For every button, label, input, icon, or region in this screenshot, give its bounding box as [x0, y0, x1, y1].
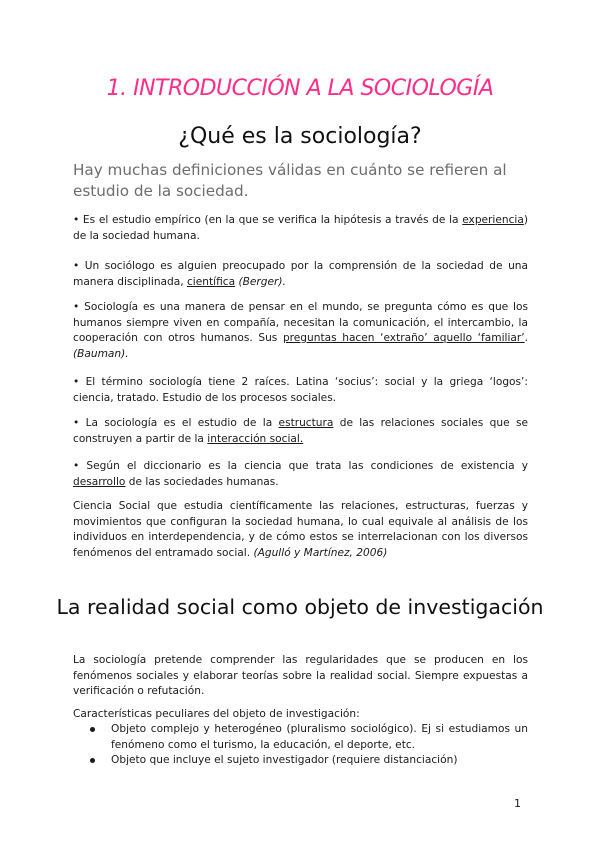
bullet-paragraph-2: • Un sociólogo es alguien preocupado por la comprensión de la sociedad de una manera disciplinada, científica (Berger). — [73, 260, 528, 288]
definition-citation: (Agulló y Martínez, 2006) — [253, 546, 388, 559]
bullet-icon — [90, 758, 95, 763]
section2-intro: La sociología pretende comprender las regularidades que se producen en los fenómenos sociales y elaborar teorías sobre la realidad social. Siempre expuestas a verificación o refutación. — [73, 654, 528, 698]
bullet-paragraph-3: • Sociología es una manera de pensar en el mundo, se pregunta cómo es que los humanos siempre viven en compañía, necesitan la comunicación, el intercambio, la cooperación con otros humanos. Sus preguntas hacen ‘extraño’ aquello ‘familiar’. (Bauman). — [73, 301, 528, 360]
bullet-paragraph-6: • Según el diccionario es la ciencia que trata las condiciones de existencia y desarrollo de las sociedades humanas. — [73, 460, 528, 488]
lead-paragraph: Hay muchas definiciones válidas en cuánto se refieren al estudio de la sociedad. — [73, 161, 507, 200]
bullet-paragraph-1: • Es el estudio empírico (en la que se verifica la hipótesis a través de la experiencia) de la sociedad humana. — [73, 214, 528, 242]
section-title-que-es: ¿Qué es la sociología? — [178, 124, 422, 149]
bullet-paragraph-4: • El término sociología tiene 2 raíces. Latina ‘socius’: social y la griega ‘logos’: ciencia, tratado. Estudio de los procesos sociales. — [73, 376, 528, 404]
bullet-paragraph-5: • La sociología es el estudio de la estructura de las relaciones sociales que se construyen a partir de la interacción social. — [73, 417, 528, 445]
characteristics-list — [73, 722, 528, 769]
list-heading: Características peculiares del objeto de investigación: — [73, 708, 360, 720]
section-title-realidad-social: La realidad social como objeto de investigación — [56, 595, 544, 619]
list-item: Objeto complejo y heterogéneo (pluralismo sociológico). Ej si estudiamos un fenómeno como el turismo, la educación, el deporte, etc. — [73, 722, 528, 753]
page-number: 1 — [514, 797, 521, 810]
list-item: Objeto que incluye el sujeto investigador (requiere distanciación) — [73, 753, 528, 769]
chapter-title: 1. INTRODUCCIÓN A LA SOCIOLOGÍA — [106, 76, 494, 101]
definition-paragraph: Ciencia Social que estudia científicamente las relaciones, estructuras, fuerzas y movimientos que configuran la sociedad humana, lo cual equivale al análisis de los individuos en interdependencia, y de cómo estos se interrelacionan con los diversos fenómenos del entramado social. (Agulló y Martínez, 2006) — [73, 500, 528, 559]
bullet-icon — [90, 727, 95, 732]
